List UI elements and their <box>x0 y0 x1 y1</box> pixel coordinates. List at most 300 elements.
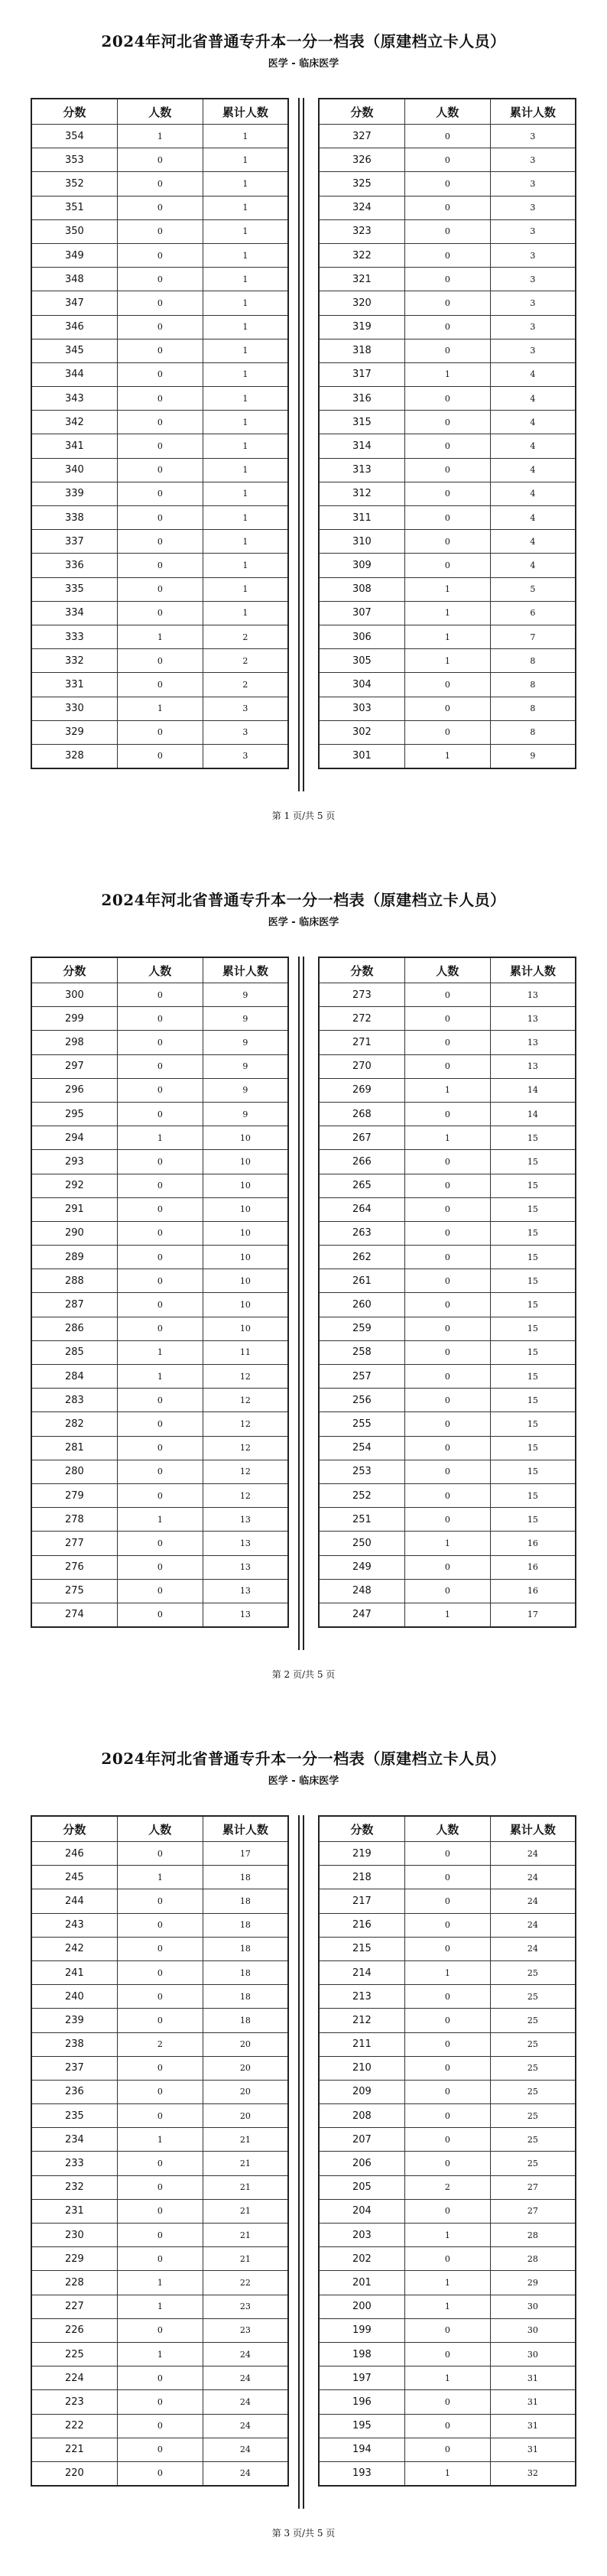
count-cell: 0 <box>404 411 490 434</box>
table-row <box>319 219 576 243</box>
header-score: 分数 <box>31 957 117 983</box>
score-cell: 230 <box>31 2224 117 2247</box>
cumulative-cell: 8 <box>490 673 576 697</box>
score-cell: 282 <box>31 1412 117 1436</box>
cumulative-cell: 1 <box>203 411 288 434</box>
score-cell: 279 <box>31 1483 117 1507</box>
cumulative-cell: 10 <box>203 1221 288 1245</box>
score-cell: 229 <box>31 2247 117 2271</box>
table-row <box>31 1150 288 1174</box>
table-row <box>31 601 288 625</box>
table-row <box>31 2247 288 2271</box>
table-row <box>319 2271 576 2295</box>
score-table-right <box>318 957 576 1628</box>
table-row <box>31 2056 288 2080</box>
column-divider <box>298 957 300 1650</box>
score-cell: 275 <box>31 1579 117 1603</box>
count-cell: 1 <box>117 1340 203 1364</box>
table-row <box>319 744 576 768</box>
count-cell: 2 <box>404 2175 490 2199</box>
cumulative-cell: 2 <box>203 673 288 697</box>
count-cell: 0 <box>404 458 490 482</box>
cumulative-cell: 32 <box>490 2461 576 2486</box>
cumulative-cell: 18 <box>203 1866 288 1889</box>
cumulative-cell: 31 <box>490 2390 576 2414</box>
score-cell: 241 <box>31 1960 117 1984</box>
table-row <box>319 2414 576 2438</box>
count-cell: 0 <box>404 1389 490 1412</box>
table-row <box>319 1579 576 1603</box>
count-cell: 0 <box>404 2104 490 2128</box>
table-row <box>31 2032 288 2056</box>
table-row <box>31 1960 288 1984</box>
count-cell: 0 <box>404 125 490 148</box>
count-cell: 0 <box>117 1985 203 2009</box>
score-cell: 276 <box>31 1555 117 1579</box>
score-cell: 323 <box>319 219 404 243</box>
cumulative-cell: 21 <box>203 2175 288 2199</box>
table-row <box>31 2438 288 2461</box>
count-cell: 0 <box>117 1842 203 1866</box>
table-row <box>319 2295 576 2318</box>
cumulative-cell: 1 <box>203 148 288 172</box>
cumulative-cell: 3 <box>490 196 576 219</box>
count-cell: 0 <box>117 577 203 601</box>
table-row <box>319 1483 576 1507</box>
cumulative-cell: 13 <box>490 1031 576 1054</box>
score-cell: 331 <box>31 673 117 697</box>
score-cell: 286 <box>31 1317 117 1340</box>
cumulative-cell: 1 <box>203 506 288 530</box>
count-cell: 1 <box>404 2366 490 2390</box>
count-cell: 0 <box>404 530 490 554</box>
cumulative-cell: 13 <box>203 1579 288 1603</box>
count-cell: 0 <box>404 697 490 720</box>
score-cell: 307 <box>319 601 404 625</box>
table-row <box>31 482 288 505</box>
column-divider <box>303 957 304 1650</box>
table-row <box>319 1365 576 1389</box>
cumulative-cell: 24 <box>490 1866 576 1889</box>
table-row <box>319 1007 576 1031</box>
table-row <box>31 1412 288 1436</box>
score-cell: 288 <box>31 1269 117 1293</box>
count-cell: 0 <box>117 1078 203 1102</box>
cumulative-cell: 10 <box>203 1269 288 1293</box>
count-cell: 0 <box>404 2247 490 2271</box>
score-cell: 265 <box>319 1174 404 1197</box>
table-row <box>31 2128 288 2152</box>
cumulative-cell: 9 <box>203 1054 288 1078</box>
score-cell: 335 <box>31 577 117 601</box>
score-cell: 248 <box>319 1579 404 1603</box>
table-row <box>319 411 576 434</box>
score-cell: 247 <box>319 1603 404 1627</box>
count-cell: 0 <box>117 362 203 386</box>
count-cell: 0 <box>404 148 490 172</box>
cumulative-cell: 25 <box>490 2128 576 2152</box>
cumulative-cell: 1 <box>203 196 288 219</box>
table-row <box>319 458 576 482</box>
score-cell: 266 <box>319 1150 404 1174</box>
score-table-left <box>31 957 289 1628</box>
cumulative-cell: 21 <box>203 2128 288 2152</box>
table-row <box>31 1078 288 1102</box>
count-cell: 0 <box>404 339 490 362</box>
score-cell: 224 <box>31 2366 117 2390</box>
cumulative-cell: 4 <box>490 554 576 577</box>
score-cell: 254 <box>319 1436 404 1460</box>
table-row <box>319 2342 576 2366</box>
score-cell: 211 <box>319 2032 404 2056</box>
score-cell: 333 <box>31 625 117 648</box>
cumulative-cell: 14 <box>490 1102 576 1126</box>
header-cumulative: 累计人数 <box>490 99 576 125</box>
table-row <box>319 554 576 577</box>
count-cell: 0 <box>404 1483 490 1507</box>
cumulative-cell: 25 <box>490 2009 576 2032</box>
score-cell: 299 <box>31 1007 117 1031</box>
cumulative-cell: 15 <box>490 1246 576 1269</box>
count-cell: 0 <box>117 1150 203 1174</box>
cumulative-cell: 10 <box>203 1246 288 1269</box>
table-row <box>319 2366 576 2390</box>
score-cell: 260 <box>319 1293 404 1317</box>
header-cumulative: 累计人数 <box>490 957 576 983</box>
table-row <box>319 673 576 697</box>
cumulative-cell: 24 <box>203 2366 288 2390</box>
score-cell: 340 <box>31 458 117 482</box>
count-cell: 1 <box>404 1078 490 1102</box>
cumulative-cell: 15 <box>490 1150 576 1174</box>
count-cell: 0 <box>404 1460 490 1483</box>
cumulative-cell: 15 <box>490 1460 576 1483</box>
score-table-right <box>318 98 576 769</box>
cumulative-cell: 9 <box>203 1007 288 1031</box>
count-cell: 1 <box>404 601 490 625</box>
table-header-row <box>31 1816 288 1842</box>
cumulative-cell: 29 <box>490 2271 576 2295</box>
cumulative-cell: 3 <box>203 720 288 744</box>
table-row <box>319 2080 576 2103</box>
cumulative-cell: 31 <box>490 2438 576 2461</box>
cumulative-cell: 3 <box>203 744 288 768</box>
score-cell: 336 <box>31 554 117 577</box>
table-row <box>31 219 288 243</box>
score-cell: 221 <box>31 2438 117 2461</box>
score-cell: 237 <box>31 2056 117 2080</box>
count-cell: 0 <box>117 530 203 554</box>
table-row <box>319 1436 576 1460</box>
table-row <box>319 1293 576 1317</box>
count-cell: 0 <box>404 983 490 1007</box>
cumulative-cell: 10 <box>203 1317 288 1340</box>
page-3 <box>0 1717 607 2576</box>
table-row <box>319 1889 576 1913</box>
score-cell: 337 <box>31 530 117 554</box>
header-score: 分数 <box>319 1816 404 1842</box>
count-cell: 0 <box>404 1985 490 2009</box>
table-row <box>319 1126 576 1150</box>
score-cell: 292 <box>31 1174 117 1197</box>
count-cell: 0 <box>117 315 203 339</box>
table-row <box>319 291 576 315</box>
score-cell: 252 <box>319 1483 404 1507</box>
cumulative-cell: 20 <box>203 2056 288 2080</box>
score-cell: 346 <box>31 315 117 339</box>
cumulative-cell: 21 <box>203 2224 288 2247</box>
table-row <box>31 1174 288 1197</box>
table-row <box>319 2056 576 2080</box>
table-row <box>31 339 288 362</box>
table-row <box>319 1031 576 1054</box>
count-cell: 0 <box>404 1054 490 1078</box>
cumulative-cell: 21 <box>203 2152 288 2175</box>
count-cell: 0 <box>117 1913 203 1937</box>
count-cell: 1 <box>404 625 490 648</box>
count-cell: 0 <box>404 1293 490 1317</box>
cumulative-cell: 17 <box>203 1842 288 1866</box>
count-cell: 0 <box>117 2461 203 2486</box>
cumulative-cell: 9 <box>203 983 288 1007</box>
cumulative-cell: 1 <box>203 125 288 148</box>
score-cell: 197 <box>319 2366 404 2390</box>
count-cell: 0 <box>404 196 490 219</box>
table-row <box>319 1054 576 1078</box>
count-cell: 1 <box>404 744 490 768</box>
table-row <box>31 1532 288 1555</box>
cumulative-cell: 1 <box>203 554 288 577</box>
score-cell: 344 <box>31 362 117 386</box>
page-footer: 第 3 页/共 5 页 <box>271 2528 336 2539</box>
cumulative-cell: 4 <box>490 530 576 554</box>
count-cell: 0 <box>117 434 203 458</box>
table-row <box>319 625 576 648</box>
count-cell: 0 <box>117 268 203 291</box>
cumulative-cell: 9 <box>490 744 576 768</box>
score-cell: 268 <box>319 1102 404 1126</box>
table-row <box>31 2390 288 2414</box>
count-cell: 0 <box>117 1293 203 1317</box>
count-cell: 0 <box>404 1555 490 1579</box>
score-cell: 264 <box>319 1197 404 1221</box>
cumulative-cell: 16 <box>490 1532 576 1555</box>
count-cell: 0 <box>404 1436 490 1460</box>
cumulative-cell: 24 <box>203 2390 288 2414</box>
count-cell: 0 <box>117 2104 203 2128</box>
count-cell: 0 <box>404 1412 490 1436</box>
cumulative-cell: 4 <box>490 411 576 434</box>
score-cell: 213 <box>319 1985 404 2009</box>
table-row <box>31 577 288 601</box>
table-row <box>319 2199 576 2223</box>
cumulative-cell: 15 <box>490 1412 576 1436</box>
cumulative-cell: 15 <box>490 1317 576 1340</box>
score-cell: 287 <box>31 1293 117 1317</box>
count-cell: 0 <box>117 2366 203 2390</box>
cumulative-cell: 15 <box>490 1126 576 1150</box>
count-cell: 1 <box>117 1866 203 1889</box>
table-header-row <box>31 99 288 125</box>
cumulative-cell: 13 <box>203 1532 288 1555</box>
score-cell: 219 <box>319 1842 404 1866</box>
table-row <box>31 1913 288 1937</box>
cumulative-cell: 15 <box>490 1365 576 1389</box>
count-cell: 1 <box>404 2295 490 2318</box>
score-cell: 274 <box>31 1603 117 1627</box>
table-row <box>31 1389 288 1412</box>
count-cell: 1 <box>404 2461 490 2486</box>
count-cell: 0 <box>117 1317 203 1340</box>
table-row <box>31 1126 288 1150</box>
count-cell: 0 <box>404 1317 490 1340</box>
count-cell: 1 <box>404 649 490 673</box>
cumulative-cell: 1 <box>203 482 288 505</box>
cumulative-cell: 1 <box>203 362 288 386</box>
count-cell: 0 <box>117 1436 203 1460</box>
score-cell: 311 <box>319 506 404 530</box>
table-row <box>319 1102 576 1126</box>
score-cell: 271 <box>319 1031 404 1054</box>
table-row <box>31 315 288 339</box>
table-row <box>319 2318 576 2342</box>
table-row <box>319 1960 576 1984</box>
column-divider <box>303 98 304 791</box>
count-cell: 0 <box>117 1246 203 1269</box>
page-footer: 第 1 页/共 5 页 <box>271 810 336 821</box>
table-row <box>31 1340 288 1364</box>
header-cumulative: 累计人数 <box>490 1816 576 1842</box>
cumulative-cell: 18 <box>203 1985 288 2009</box>
cumulative-cell: 7 <box>490 625 576 648</box>
count-cell: 0 <box>404 1174 490 1197</box>
score-cell: 250 <box>319 1532 404 1555</box>
count-cell: 0 <box>117 744 203 768</box>
cumulative-cell: 3 <box>490 172 576 196</box>
score-cell: 319 <box>319 315 404 339</box>
score-cell: 220 <box>31 2461 117 2486</box>
count-cell: 0 <box>117 1269 203 1293</box>
score-cell: 349 <box>31 243 117 267</box>
cumulative-cell: 12 <box>203 1436 288 1460</box>
table-row <box>319 1412 576 1436</box>
table-row <box>319 577 576 601</box>
score-cell: 308 <box>319 577 404 601</box>
table-row <box>31 625 288 648</box>
cumulative-cell: 24 <box>490 1842 576 1866</box>
table-row <box>31 291 288 315</box>
score-cell: 322 <box>319 243 404 267</box>
score-cell: 343 <box>31 387 117 411</box>
count-cell: 0 <box>117 1221 203 1245</box>
count-cell: 0 <box>117 411 203 434</box>
cumulative-cell: 4 <box>490 482 576 505</box>
count-cell: 0 <box>404 2032 490 2056</box>
table-row <box>319 649 576 673</box>
score-table-right <box>318 1815 576 2487</box>
cumulative-cell: 1 <box>203 434 288 458</box>
cumulative-cell: 4 <box>490 434 576 458</box>
cumulative-cell: 1 <box>203 339 288 362</box>
header-cumulative: 累计人数 <box>203 957 288 983</box>
table-row <box>31 1889 288 1913</box>
count-cell: 0 <box>117 1460 203 1483</box>
count-cell: 0 <box>117 1603 203 1627</box>
score-cell: 330 <box>31 697 117 720</box>
score-cell: 294 <box>31 1126 117 1150</box>
count-cell: 0 <box>117 2390 203 2414</box>
table-row <box>319 387 576 411</box>
table-header-row <box>31 957 288 983</box>
count-cell: 0 <box>117 243 203 267</box>
score-cell: 204 <box>319 2199 404 2223</box>
cumulative-cell: 1 <box>203 530 288 554</box>
count-cell: 0 <box>117 339 203 362</box>
table-row <box>319 1221 576 1245</box>
count-cell: 0 <box>117 1579 203 1603</box>
table-row <box>31 2461 288 2486</box>
table-row <box>31 2080 288 2103</box>
table-row <box>31 2414 288 2438</box>
count-cell: 1 <box>404 2224 490 2247</box>
page-subtitle: 医学 - 临床医学 <box>268 58 339 70</box>
table-row <box>319 506 576 530</box>
cumulative-cell: 10 <box>203 1174 288 1197</box>
cumulative-cell: 21 <box>203 2199 288 2223</box>
cumulative-cell: 16 <box>490 1579 576 1603</box>
cumulative-cell: 31 <box>490 2366 576 2390</box>
count-cell: 0 <box>404 291 490 315</box>
score-cell: 298 <box>31 1031 117 1054</box>
score-cell: 226 <box>31 2318 117 2342</box>
score-cell: 267 <box>319 1126 404 1150</box>
count-cell: 0 <box>117 2438 203 2461</box>
count-cell: 1 <box>117 1126 203 1150</box>
score-cell: 293 <box>31 1150 117 1174</box>
count-cell: 0 <box>117 649 203 673</box>
score-cell: 239 <box>31 2009 117 2032</box>
table-row <box>319 268 576 291</box>
table-row <box>319 697 576 720</box>
cumulative-cell: 20 <box>203 2032 288 2056</box>
page-2 <box>0 859 607 1717</box>
count-cell: 0 <box>404 1197 490 1221</box>
score-cell: 303 <box>319 697 404 720</box>
table-row <box>319 2247 576 2271</box>
page-1 <box>0 0 607 859</box>
table-row <box>31 196 288 219</box>
cumulative-cell: 8 <box>490 697 576 720</box>
table-row <box>319 2128 576 2152</box>
score-cell: 352 <box>31 172 117 196</box>
cumulative-cell: 27 <box>490 2175 576 2199</box>
header-cumulative: 累计人数 <box>203 99 288 125</box>
table-row <box>31 2199 288 2223</box>
score-cell: 207 <box>319 2128 404 2152</box>
count-cell: 1 <box>404 362 490 386</box>
table-row <box>31 2175 288 2199</box>
cumulative-cell: 3 <box>490 268 576 291</box>
table-row <box>31 2271 288 2295</box>
cumulative-cell: 12 <box>203 1365 288 1389</box>
cumulative-cell: 8 <box>490 720 576 744</box>
page-footer: 第 2 页/共 5 页 <box>271 1669 336 1680</box>
cumulative-cell: 10 <box>203 1293 288 1317</box>
score-cell: 257 <box>319 1365 404 1389</box>
score-cell: 304 <box>319 673 404 697</box>
score-cell: 351 <box>31 196 117 219</box>
score-cell: 269 <box>319 1078 404 1102</box>
